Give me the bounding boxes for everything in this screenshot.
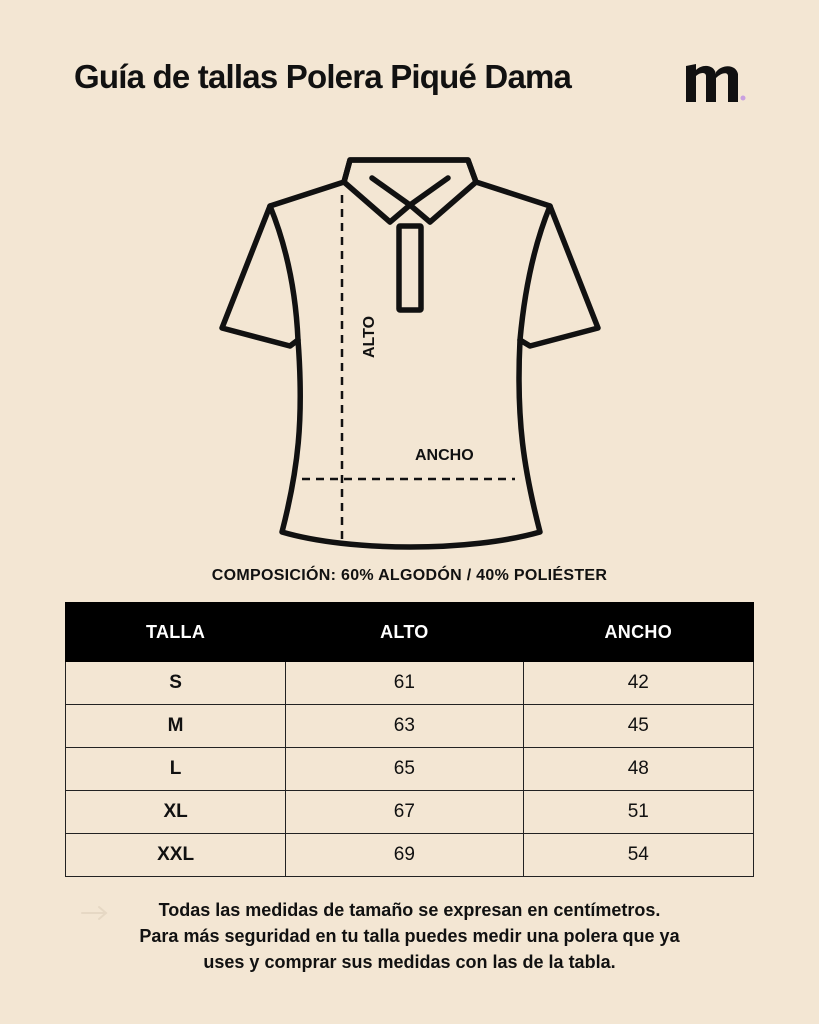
cell-talla: M <box>66 705 286 748</box>
table-row <box>66 791 754 834</box>
header-ancho: ANCHO <box>523 603 753 662</box>
note-line: Todas las medidas de tamaño se expresan en centímetros. <box>158 900 661 920</box>
m-logo-icon <box>684 62 748 106</box>
cell-alto: 67 <box>286 791 523 834</box>
ancho-label: ANCHO <box>415 447 474 464</box>
cell-ancho: 48 <box>523 748 753 791</box>
note-line: uses y comprar sus medidas con las de la tabla. <box>203 952 616 972</box>
cell-talla: L <box>66 748 286 791</box>
polo-shirt-diagram <box>200 150 620 560</box>
collar <box>344 160 476 222</box>
table-row <box>66 748 754 791</box>
page-title: Guía de tallas Polera Piqué Dama <box>74 58 572 95</box>
note-line: Para más seguridad en tu talla puedes medir una polera que ya <box>139 926 680 946</box>
cell-alto: 63 <box>286 705 523 748</box>
measurement-note <box>0 897 819 975</box>
placket <box>399 226 421 310</box>
header-alto: ALTO <box>286 603 523 662</box>
cell-talla: XXL <box>66 834 286 877</box>
table-row <box>66 834 754 877</box>
alto-label: ALTO <box>361 315 378 358</box>
header-talla: TALLA <box>66 603 286 662</box>
cell-ancho: 51 <box>523 791 753 834</box>
cell-ancho: 42 <box>523 662 753 705</box>
size-table <box>65 602 754 877</box>
cell-alto: 69 <box>286 834 523 877</box>
table-row <box>66 705 754 748</box>
cell-talla: S <box>66 662 286 705</box>
shirt-outline <box>222 160 598 547</box>
composition-text: COMPOSICIÓN: 60% ALGODÓN / 40% POLIÉSTER <box>211 567 608 584</box>
cell-ancho: 45 <box>523 705 753 748</box>
table-header-row <box>66 603 754 662</box>
cell-ancho: 54 <box>523 834 753 877</box>
cell-alto: 65 <box>286 748 523 791</box>
cell-alto: 61 <box>286 662 523 705</box>
cell-talla: XL <box>66 791 286 834</box>
table-row <box>66 662 754 705</box>
